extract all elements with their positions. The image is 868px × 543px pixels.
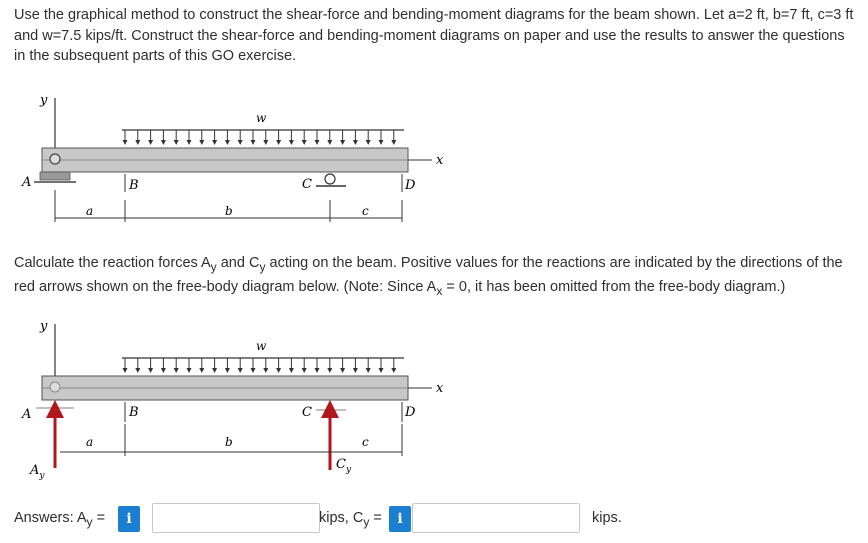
point-label-c: C <box>302 405 312 420</box>
answers-label-cy: kips, $C_y$ = <box>319 510 382 529</box>
distributed-load-arrows <box>122 358 404 373</box>
answers-label-ay: Answers: $A_y$ = <box>14 510 106 529</box>
info-icon-cy[interactable]: i <box>389 506 411 532</box>
point-label-c: C <box>302 177 312 192</box>
reaction-arrow-ay <box>46 400 64 468</box>
dimension-label-b: b <box>225 204 233 218</box>
question-text: Calculate the reaction forces $A_y$ and $C_y$ acting on the beam. Positive values for the reactions are indicated by the directions of the red arrows shown on the free-body diagram below. (Note: Since $A_x = 0$, it has been omitted from the free-body diagram.) <box>14 255 843 299</box>
dimension-label-a: a <box>86 435 94 449</box>
answers-row <box>14 502 854 534</box>
cy-input[interactable] <box>412 503 580 533</box>
x-axis-label: x <box>436 381 444 396</box>
dimension-label-c: c <box>362 435 369 449</box>
distributed-load-arrows <box>122 130 404 145</box>
ay-input[interactable] <box>152 503 320 533</box>
y-axis-label: y <box>40 93 48 108</box>
reaction-label-cy: $C_y$ <box>336 457 352 475</box>
point-label-a: A <box>22 407 32 422</box>
point-label-d: D <box>405 178 416 193</box>
roller-support-c <box>316 174 346 186</box>
answers-unit-label: kips. <box>592 510 622 526</box>
reaction-label-ay: $A_y$ <box>30 463 45 481</box>
point-label-b: B <box>129 405 139 420</box>
y-axis-label: y <box>40 319 48 334</box>
point-label-a: A <box>22 175 32 190</box>
dimension-label-c: c <box>362 204 369 218</box>
dimension-label-a: a <box>86 204 94 218</box>
load-label-w: w <box>256 111 267 125</box>
info-icon-ay[interactable]: i <box>118 506 140 532</box>
point-label-b: B <box>129 178 139 193</box>
problem-statement: Use the graphical method to construct the shear-force and bending-moment diagrams for the beam shown. Let a=2 ft, b=7 ft, c=3 ft and w=7.5 kips/ft. Construct the shear-force and bending-moment diagrams on paper and use the results to answer the questions in the subsequent parts of this GO exercise. <box>14 7 854 64</box>
load-label-w: w <box>256 339 267 353</box>
x-axis-label: x <box>436 153 444 168</box>
dimension-label-b: b <box>225 435 233 449</box>
free-body-diagram <box>0 318 868 483</box>
beam-diagram <box>0 92 868 242</box>
point-label-d: D <box>405 405 416 420</box>
